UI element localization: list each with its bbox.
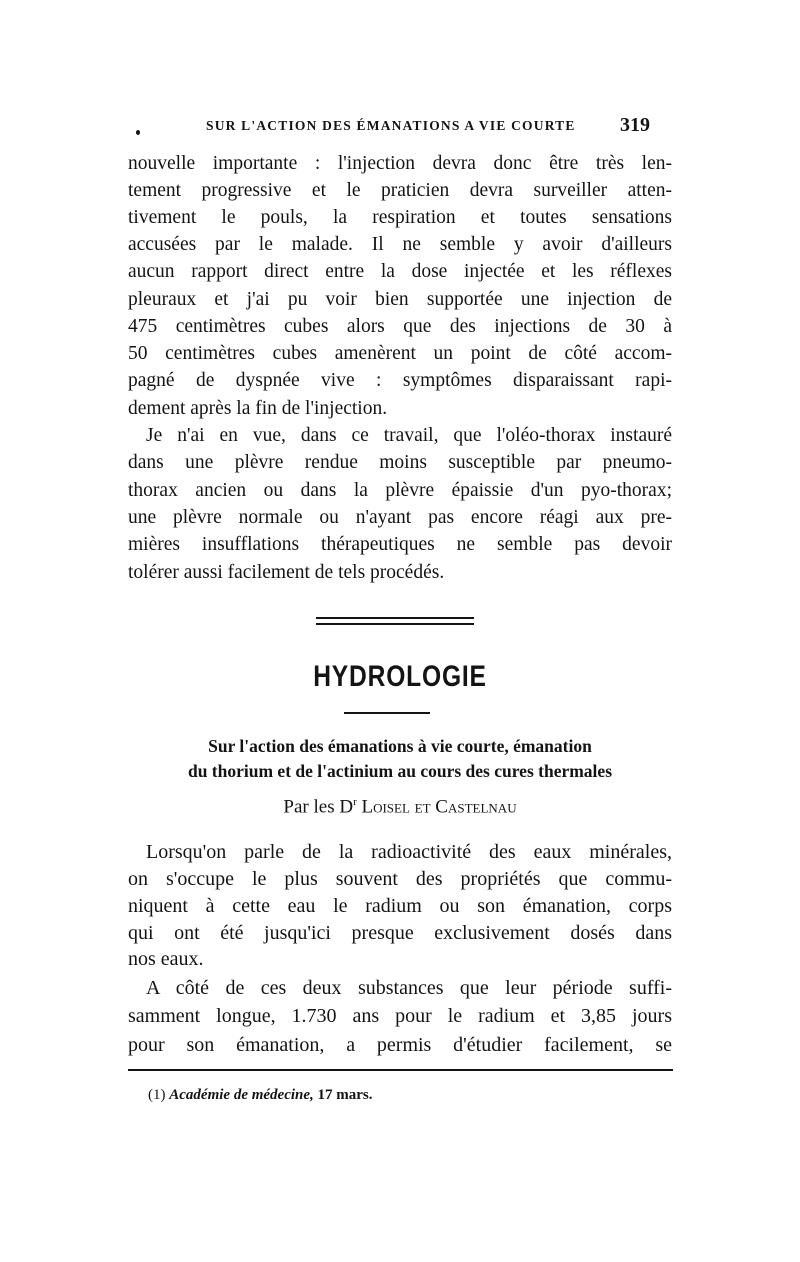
text-line: tivement le pouls, la respiration et toutes sensations [128,207,672,228]
text-line: 475 centimètres cubes alors que des injections de 30 à [128,316,672,337]
byline-prefix: Par les D [283,796,354,818]
article-title: Sur l'action des émanations à vie courte, émanation [208,736,592,756]
text-line: accusées par le malade. Il ne semble y avoir d'ailleurs [128,234,672,255]
text-line: dement après la fin de l'injection. [128,398,388,419]
page-number: 319 [620,114,650,136]
byline [110,796,690,818]
text-line: nouvelle importante : l'injection devra donc être très len- [128,153,672,174]
text-line: une plèvre normale ou n'ayant pas encore réagi aux pre- [128,507,672,528]
footnote [148,1087,373,1104]
text-line: aucun rapport direct entre la dose injectée et les réflexes [128,261,672,282]
byline-authors: Loisel et Castelnau [361,796,517,818]
footnote-date: 17 mars. [317,1087,373,1103]
article-title: du thorium et de l'actinium au cours des cures thermales [187,761,613,781]
footnote-marker: (1) [148,1087,166,1103]
section-divider [316,623,474,625]
text-line: niquent à cette eau le radium ou son émanation, corps [128,895,672,917]
text-line: pagné de dyspnée vive : symptômes disparaissant rapi- [128,370,672,391]
text-line: pour son émanation, a permis d'étudier facilement, se [128,1034,672,1056]
text-line: A côté de ces deux substances que leur période suffi- [146,977,672,999]
footnote-rule [128,1069,673,1071]
text-line: thorax ancien ou dans la plèvre épaissie d'un pyo-thorax; [128,480,672,501]
text-line: samment longue, 1.730 ans pour le radium et 3,85 jours [128,1005,672,1027]
byline-superscript: r [353,796,357,808]
section-title: HYDROLOGIE [313,660,487,693]
text-line: tement progressive et le praticien devra surveiller atten- [128,180,672,201]
margin-dot [136,130,140,135]
section-divider [316,617,474,619]
text-line: qui ont été jusqu'ici presque exclusivement dosés dans [128,922,672,944]
text-line: Je n'ai en vue, dans ce travail, que l'oléo-thorax instauré [146,425,672,446]
running-head: SUR L'ACTION DES ÉMANATIONS A VIE COURTE [206,118,576,133]
text-line: 50 centimètres cubes amenèrent un point de côté accom- [128,343,672,364]
text-line: dans une plèvre rendue moins susceptible par pneumo- [128,452,672,473]
title-underline [344,712,430,714]
text-line: tolérer aussi facilement de tels procédés. [128,562,445,583]
text-line: nos eaux. [128,948,204,970]
footnote-source: Académie de médecine, [169,1087,314,1103]
text-line: Lorsqu'on parle de la radioactivité des eaux minérales, [146,841,672,863]
text-line: on s'occupe le plus souvent des propriétés que commu- [128,868,672,890]
text-line: pleuraux et j'ai pu voir bien supportée une injection de [128,289,672,310]
text-line: mières insufflations thérapeutiques ne semble pas devoir [128,534,672,555]
